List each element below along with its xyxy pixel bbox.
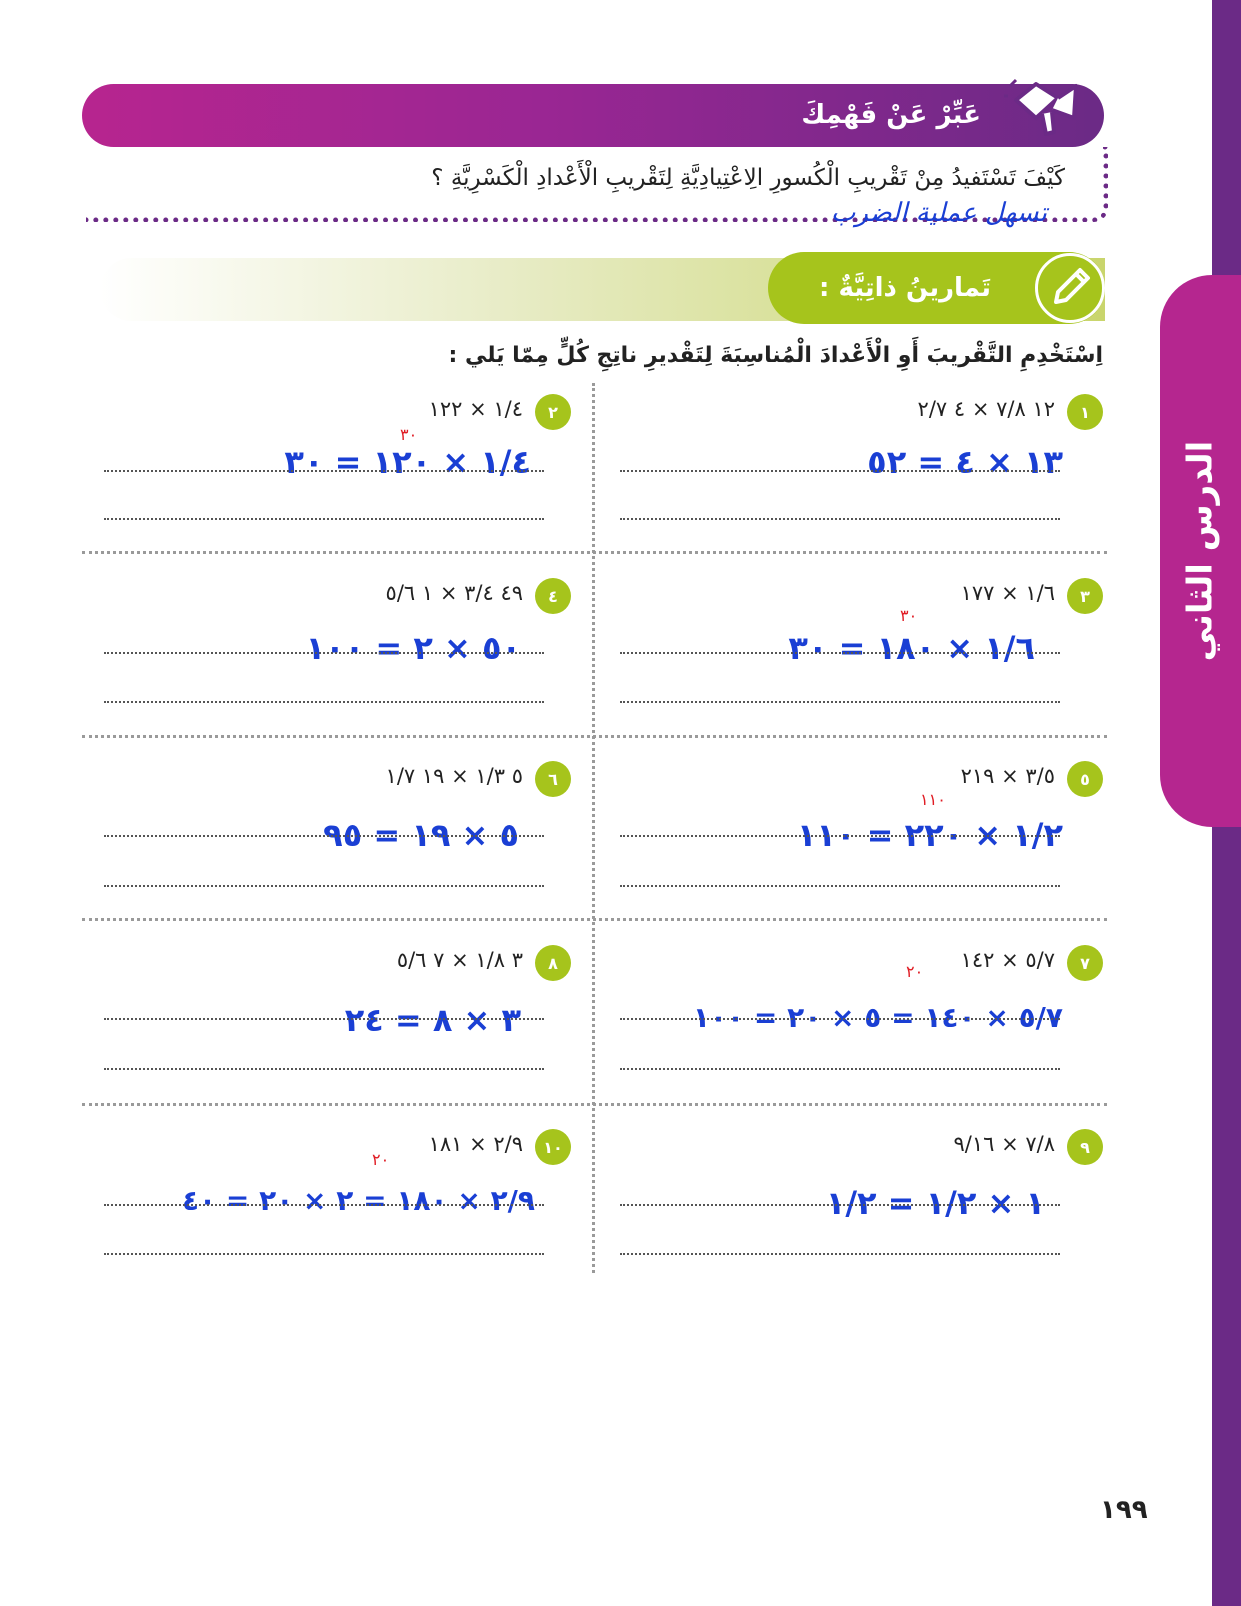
writing-line [620,1253,1060,1255]
correction-mark: ١١٠ [920,790,946,809]
row-divider [82,551,1107,554]
exercise-expression: ٥/٧ × ١٤٢ [960,948,1055,972]
exercise-expression: ٥ ١/٣ × ١٩ ١/٧ [385,764,523,788]
exercise-number: ٣ [1067,578,1103,614]
exercise-number: ٤ [535,578,571,614]
writing-line [104,885,544,887]
exercise-number: ٦ [535,761,571,797]
exercise-expression: ٤٩ ٣/٤ × ١ ٥/٦ [385,581,523,605]
handwritten-work: ٢/٩ × ١٨٠ = ٢ × ٢٠ = ٤٠ [181,1184,535,1217]
row-divider [82,735,1107,738]
handwritten-answer: تسهل عملية الضرب [830,198,1047,228]
megaphone-icon [1002,62,1082,142]
writing-line [104,835,544,837]
handwritten-work: ١/٢ × ٢٢٠ = ١١٠ [796,816,1063,854]
exercise-expression: ٣/٥ × ٢١٩ [960,764,1055,788]
writing-line [620,518,1060,520]
writing-line [620,652,1060,654]
writing-line [104,1018,544,1020]
handwritten-work: ٥ × ١٩ = ٩٥ [323,816,519,854]
header-title: عَبِّرْ عَنْ فَهْمِكَ [801,100,981,130]
exercise-expression: ١/٦ × ١٧٧ [960,581,1055,605]
writing-line [104,701,544,703]
handwritten-work: ٣ × ٨ = ٢٤ [344,1001,521,1039]
exercise-number: ٨ [535,945,571,981]
writing-line [104,1068,544,1070]
exercise-expression: ٢/٩ × ١٨١ [428,1132,523,1156]
exercises-title: تَمارينُ ذاتِيَّةٌ : [819,273,991,303]
exercise-expression: ١٢ ٧/٨ × ٤ ٢/٧ [917,397,1055,421]
exercise-number: ٩ [1067,1129,1103,1165]
exercise-number: ١ [1067,394,1103,430]
writing-line [620,470,1060,472]
exercise-expression: ٣ ١/٨ × ٧ ٥/٦ [396,948,523,972]
exercise-expression: ١/٤ × ١٢٢ [428,397,523,421]
writing-line [104,1204,544,1206]
handwritten-work: ١/٦ × ١٨٠ = ٣٠ [788,629,1035,667]
exercise-number: ٥ [1067,761,1103,797]
exercise-number: ٧ [1067,945,1103,981]
correction-mark: ٢٠ [372,1150,390,1169]
instruction: اِسْتَخْدِمِ التَّقْريبَ أَوِ الْأَعْدادَ الْمُناسِبَةَ لِتَقْديرِ ناتِجِ كُلٍّ مِمّا يَلي : [448,343,1103,368]
handwritten-work: ١/٤ × ١٢٠ = ٣٠ [284,443,531,481]
writing-line [620,885,1060,887]
row-divider [82,1103,1107,1106]
correction-mark: ٣٠ [400,425,418,444]
handwritten-work: ٥/٧ × ١٤٠ = ٥ × ٢٠ = ١٠٠ [692,1001,1063,1034]
correction-mark: ٢٠ [906,962,924,981]
page-number: ١٩٩ [1100,1495,1148,1525]
lesson-tab-label: الدرس الثاني [1180,440,1221,662]
exercise-number: ١٠ [535,1129,571,1165]
writing-line [104,1253,544,1255]
writing-line [620,1204,1060,1206]
correction-mark: ٣٠ [900,606,918,625]
exercise-expression: ٧/٨ × ٩/١٦ [953,1132,1055,1156]
pencil-icon [1038,256,1102,320]
exercise-number: ٢ [535,394,571,430]
pencil-badge [1035,253,1105,323]
handwritten-work: ١٣ × ٤ = ٥٢ [867,443,1063,481]
handwritten-work: ١ × ١/٢ = ١/٢ [825,1184,1045,1222]
writing-line [104,652,544,654]
writing-line [620,835,1060,837]
column-divider [592,383,595,1273]
row-divider [82,918,1107,921]
writing-line [104,518,544,520]
writing-line [620,701,1060,703]
writing-line [620,1068,1060,1070]
reflection-question: كَيْفَ تَسْتَفيدُ مِنْ تَقْريبِ الْكُسورِ الِاعْتِيادِيَّةِ لِتَقْريبِ الْأَعْدادِ الْكَسْرِيَّةِ ؟ [431,165,1065,191]
writing-line [620,1018,1060,1020]
lesson-tab-label-wrap [1160,275,1241,827]
writing-line [104,470,544,472]
handwritten-work: ٥٠ × ٢ = ١٠٠ [305,629,521,667]
